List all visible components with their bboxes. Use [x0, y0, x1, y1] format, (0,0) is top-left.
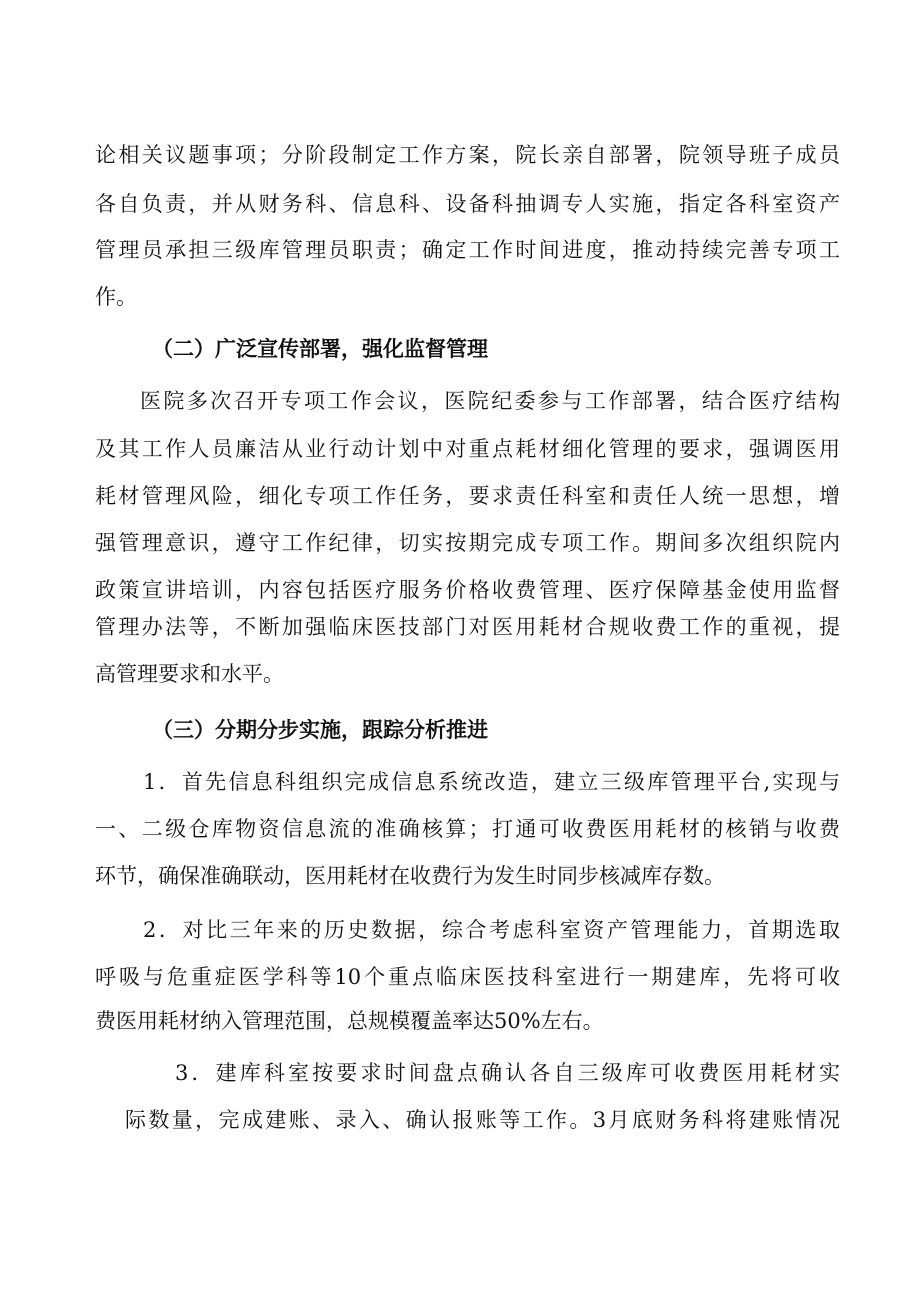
paragraph-line: 及其工作人员廉洁从业行动计划中对重点耗材细化管理的要求，强调医用: [95, 437, 840, 461]
paragraph-line: 强管理意识，遵守工作纪律，切实按期完成专项工作。期间多次组织院内: [95, 531, 840, 555]
section-heading-2: （二）广泛宣传部署，强化监督管理: [152, 337, 488, 361]
list-item-line: 2．对比三年来的历史数据，综合考虑科室资产管理能力，首期选取: [143, 918, 840, 942]
list-item-line: 1．首先信息科组织完成信息系统改造，建立三级库管理平台,实现与: [143, 770, 840, 794]
paragraph-line: 耗材管理风险，细化专项工作任务，要求责任科室和责任人统一思想，增: [95, 484, 840, 508]
paragraph-line: 管理员承担三级库管理员职责；确定工作时间进度，推动持续完善专项工: [95, 238, 840, 262]
list-item-line: 3．建库科室按要求时间盘点确认各自三级库可收费医用耗材实: [175, 1061, 840, 1085]
paragraph-line: 论相关议题事项；分阶段制定工作方案，院长亲自部署，院领导班子成员: [95, 143, 840, 167]
list-item-line: 费医用耗材纳入管理范围，总规模覆盖率达50%左右。: [95, 1009, 604, 1033]
list-item-line: 际数量，完成建账、录入、确认报账等工作。3月底财务科将建账情况: [125, 1108, 840, 1132]
list-item-line: 环节，确保准确联动，医用耗材在收费行为发生时同步核减库存数。: [95, 864, 725, 888]
list-item-line: 呼吸与危重症医学科等10个重点临床医技科室进行一期建库，先将可收: [95, 965, 840, 989]
paragraph-line: 作。: [95, 285, 137, 309]
paragraph-line: 政策宣讲培训，内容包括医疗服务价格收费管理、医疗保障基金使用监督: [95, 578, 840, 602]
list-item-line: 一、二级仓库物资信息流的准确核算；打通可收费医用耗材的核销与收费: [95, 817, 840, 841]
section-heading-3: （三）分期分步实施，跟踪分析推进: [152, 718, 488, 742]
paragraph-line: 高管理要求和水平。: [95, 662, 284, 686]
paragraph-line: 各自负责，并从财务科、信息科、设备科抽调专人实施，指定各科室资产: [95, 192, 840, 216]
paragraph-line: 医院多次召开专项工作会议，医院纪委参与工作部署，结合医疗结构: [140, 389, 840, 413]
paragraph-line: 管理办法等，不断加强临床医技部门对医用耗材合规收费工作的重视，提: [95, 615, 840, 639]
